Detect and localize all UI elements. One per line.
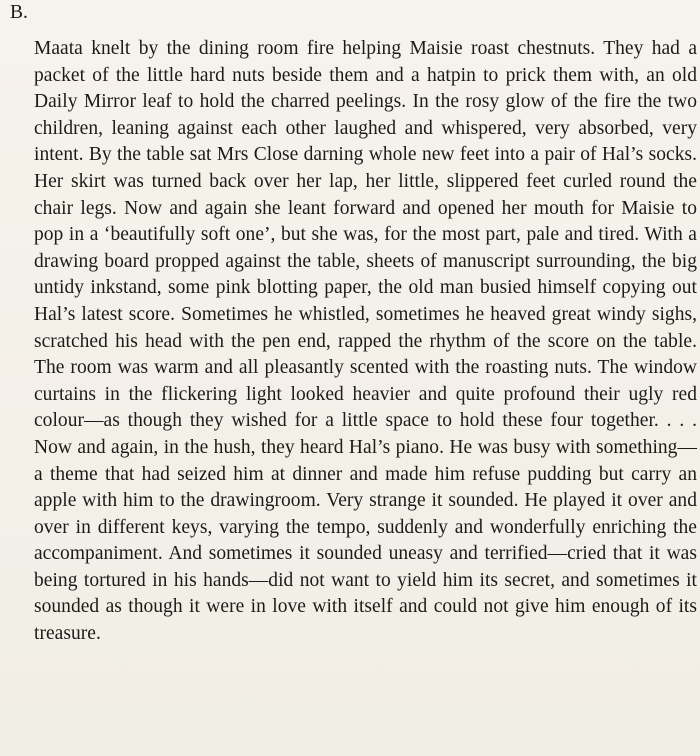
- section-label: B.: [10, 2, 28, 23]
- body-paragraph: Maata knelt by the dining room fire helping Maisie roast chestnuts. They had a packet of the little hard nuts beside them and a hatpin to prick them with, an old Daily Mirror leaf to hold the charred peelings. In the rosy glow of the fire the two children, leaning against each other laughed and whispered, very absorbed, very intent. By the table sat Mrs Close darning whole new feet into a pair of Hal’s socks. Her skirt was turned back over her lap, her little, slippered feet curled round the chair legs. Now and again she leant forward and opened her mouth for Maisie to pop in a ‘beautifully soft one’, but she was, for the most part, pale and tired. With a drawing board propped against the table, sheets of manuscript surrounding, the big untidy inkstand, some pink blotting paper, the old man busied himself copying out Hal’s latest score. Sometimes he whistled, sometimes he heaved great windy sighs, scratched his head with the pen end, rapped the rhythm of the score on the table. The room was warm and all pleasantly scented with the roasting nuts. The window curtains in the flickering light looked heavier and quite profound their ugly red colour—as though they wished for a little space to hold these four together. . . . Now and again, in the hush, they heard Hal’s piano. He was busy with something—a theme that had seized him at dinner and made him refuse pudding but carry an apple with him to the drawingroom. Very strange it sounded. He played it over and over in different keys, varying the tempo, suddenly and wonderfully enriching the accompaniment. And sometimes it sounded uneasy and terrified—cried that it was being tortured in his hands—did not want to yield him its secret, and sometimes it sounded as though it were in love with itself and could not give him enough of its treasure.: [34, 38, 697, 645]
